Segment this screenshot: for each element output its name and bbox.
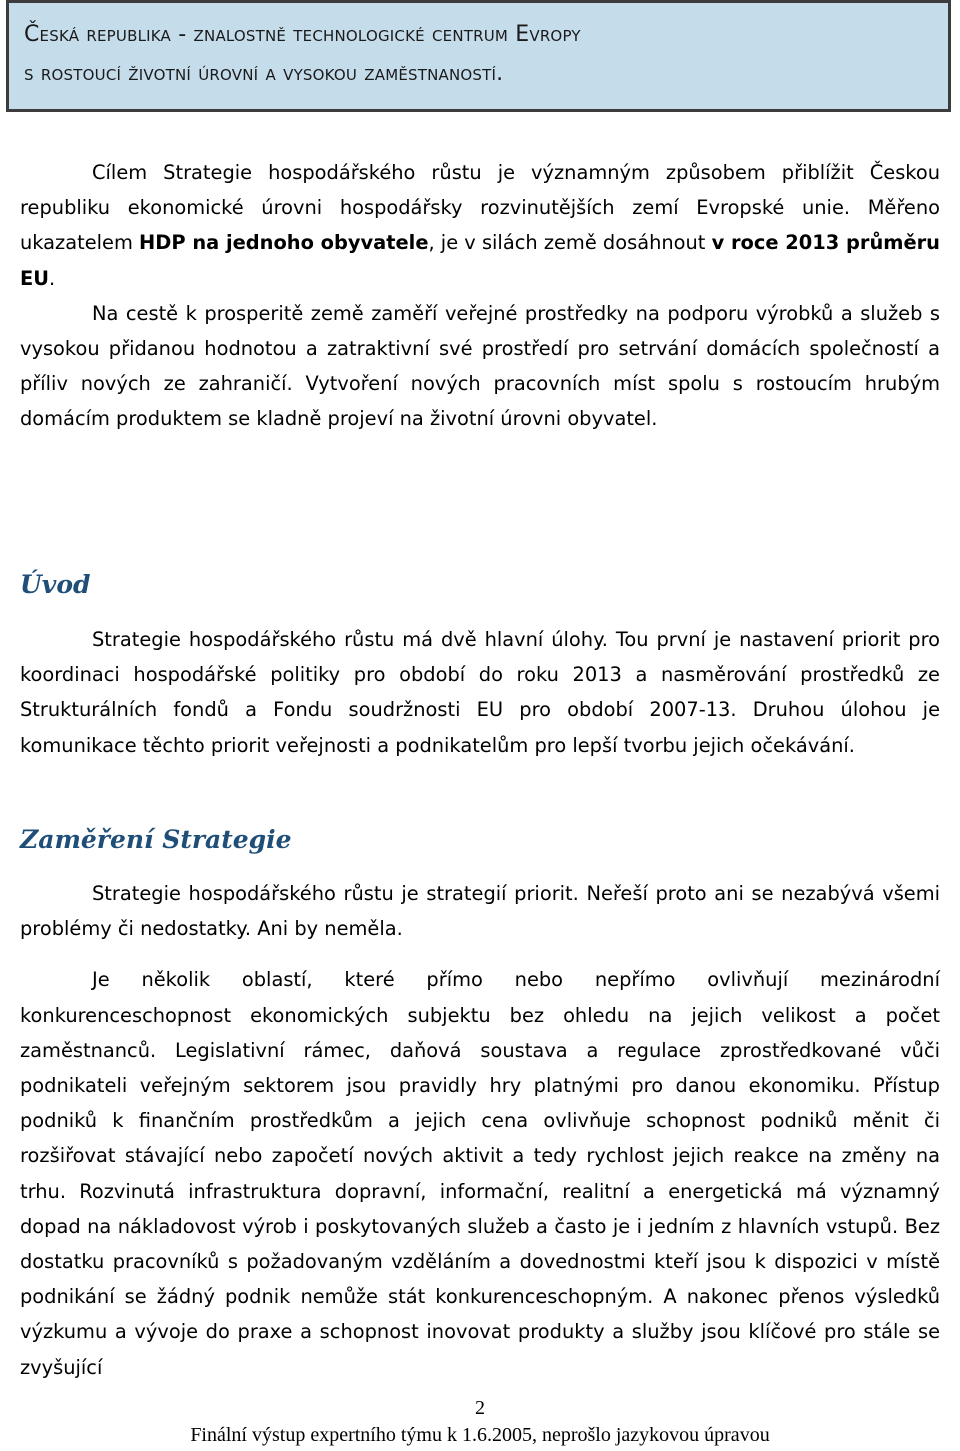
- title-box: [6, 0, 951, 112]
- intro-p1-bold-target: v roce 2013 průměru EU: [20, 231, 940, 290]
- intro-paragraph-2: Na cestě k prosperitě země zaměří veřejné prostředky na podporu výrobků a služeb s vysokou přidanou hodnotou a zatraktivní své prostředí pro setrvání domácích společností a příliv nových ze zahraničí. Vytvoření nových pracovních míst spolu s rostoucím hrubým domácím produktem se kladně projeví na životní úrovni obyvatel.: [20, 301, 940, 431]
- zamereni-section: [20, 876, 940, 1385]
- footer-note: Finální výstup expertního týmu k 1.6.2005, neprošlo jazykovou úpravou: [190, 1424, 770, 1446]
- zamereni-paragraph-2: Je několik oblastí, které přímo nebo nepřímo ovlivňují mezinárodní konkurenceschopnost ekonomických subjektu bez ohledu na jejich velikost a počet zaměstnanců. Legislativní rámec, daňová soustava a regulace zprostředkované vůči podnikateli veřejným sektorem jsou pravidly hry platnými pro danou ekonomiku. Přístup podniků k finančním prostředkům a jejich cena ovlivňuje schopnost podniků měnit či rozšiřovat stávající nebo započetí nových aktivit a tedy rychlost jejich reakce na změny na trhu. Rozvinutá infrastruktura dopravní, informační, realitní a energetická má významný dopad na nákladovost výrob i poskytovaných služeb a často je i jedním z hlavních vstupů. Bez dostatku pracovníků s požadovaným vzděláním a dovednostmi kteří jsou k dispozici v místě podnikání se žádný podnik nemůže stát konkurenceschopným. A nakonec přenos výsledků výzkumu a vývoje do praxe a schopnost inovovat produkty a služby jsou klíčové pro stále se zvyšující: [20, 968, 940, 1379]
- title-line-2: s rostoucí životní úrovní a vysokou zaměstnaností.: [24, 61, 504, 86]
- intro-p1-text-1: Cílem Strategie hospodářského růstu je významným způsobem přiblížit Českou republiku ekonomické úrovni hospodářsky rozvinutějších zemí Evropské unie. Měřeno ukazatelem: [20, 161, 940, 255]
- uvod-paragraph-1: Strategie hospodářského růstu má dvě hlavní úlohy. Tou první je nastavení priorit pro koordinaci hospodářské politiky pro období do roku 2013 a nasměrování prostředků ze Strukturálních fondů a Fondu soudržnosti EU pro období 2007-13. Druhou úlohou je komunikace těchto priorit veřejnosti a podnikatelům pro lepší tvorbu jejich očekávání.: [20, 628, 940, 757]
- title-line-1: Česká republika - znalostně technologické centrum Evropy: [24, 22, 581, 47]
- intro-p1-text-2: , je v silách země dosáhnout: [428, 231, 712, 255]
- zamereni-paragraph-1: Strategie hospodářského růstu je strategií priorit. Neřeší proto ani se nezabývá všemi problémy či nedostatky. Ani by neměla.: [20, 882, 940, 941]
- intro-section: [20, 155, 940, 437]
- heading-uvod: Úvod: [20, 570, 91, 599]
- intro-p1-bold-hdp: HDP na jednoho obyvatele: [139, 231, 429, 255]
- intro-paragraph-1: [20, 155, 940, 296]
- intro-p1-text-3: .: [49, 266, 56, 290]
- heading-zamereni: Zaměření Strategie: [20, 825, 292, 854]
- page-number: 2: [475, 1397, 485, 1419]
- uvod-section: [20, 622, 940, 763]
